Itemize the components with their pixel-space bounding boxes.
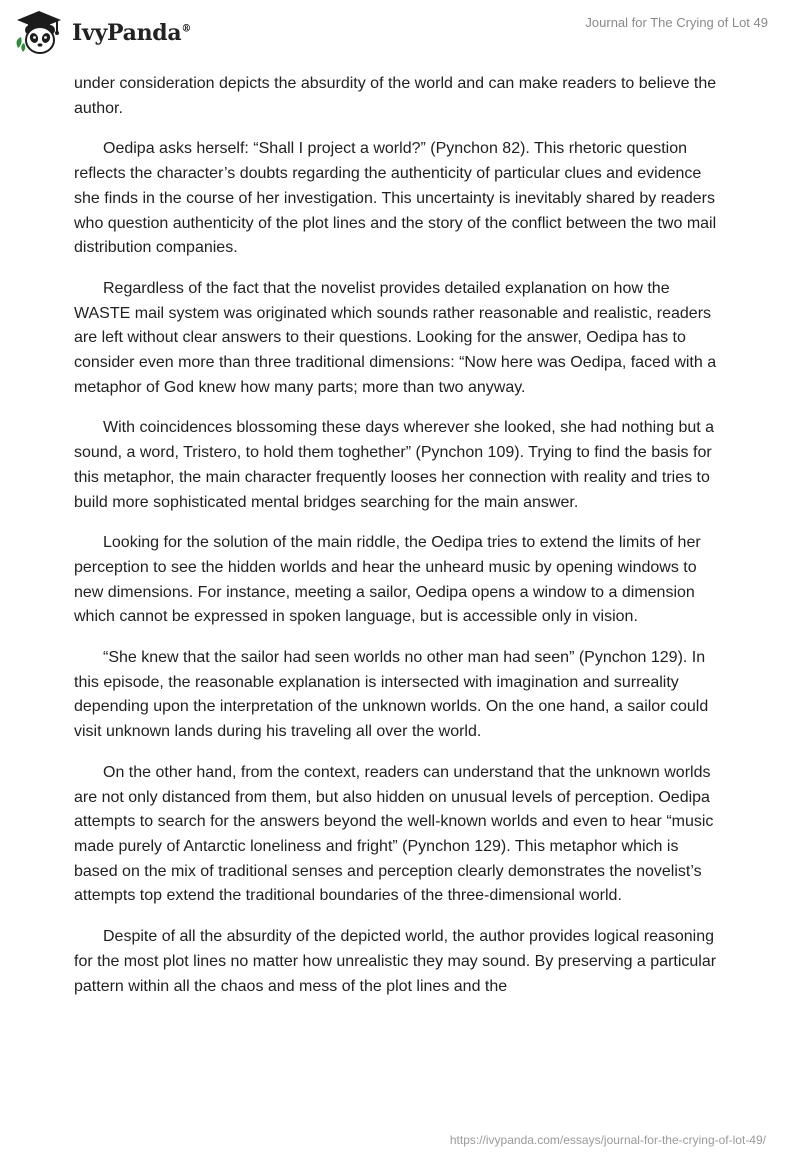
ivypanda-logo[interactable] [14, 10, 191, 56]
paragraph-continuation: under consideration depicts the absurdity of the world and can make readers to believe the author. [74, 75, 717, 117]
source-url-link[interactable]: https://ivypanda.com/essays/journal-for-the-crying-of-lot-49/ [449, 1133, 766, 1147]
paragraph: With coincidences blossoming these days wherever she looked, she had nothing but a sound, a word, Tristero, to hold them toghether” (Pynchon 109). Trying to find the basis for this metaphor, the main character frequently looses her connection with reality and tries to build more sophisticated mental bridges searching for the main answer. [74, 419, 715, 511]
registered-mark: ® [181, 23, 192, 35]
paragraph: Despite of all the absurdity of the depicted world, the author provides logical reasoning for the most plot lines no matter how unrealistic they may sound. By preserving a particular pattern within all the chaos and mess of the plot lines and the [74, 928, 717, 995]
paragraph: Regardless of the fact that the novelist provides detailed explanation on how the WASTE mail system was originated which sounds rather reasonable and realistic, readers are left without clear answers to their questions. Looking for the answer, Oedipa has to consider even more than three traditional dimensions: “Now here was Oedipa, faced with a metaphor of God knew how many parts; more than two anyway. [74, 279, 717, 396]
paragraph: Looking for the solution of the main riddle, the Oedipa tries to extend the limits of her perception to see the hidden worlds and hear the unheard music by opening windows to new dimensions. For instance, meeting a sailor, Oedipa opens a window to a dimension which cannot be expressed in spoken language, but is accessible only in vision. [74, 534, 701, 626]
paragraph: On the other hand, from the context, readers can understand that the unknown worlds are not only distanced from them, but also hidden on unusual levels of perception. Oedipa attempts to search for the answers beyond the well-known worlds and even to hear “music made purely of Antarctic loneliness and fright” (Pynchon 129). This metaphor which is based on the mix of traditional senses and perception clearly demonstrates the novelist’s attempts top extend the traditional boundaries of the three-dimensional world. [74, 763, 714, 905]
page-header [0, 0, 800, 70]
essay-body [74, 72, 726, 1015]
panda-graduate-icon [14, 10, 64, 56]
paragraph: “She knew that the sailor had seen worlds no other man had seen” (Pynchon 129). In this episode, the reasonable explanation is intersected with imagination and surreality depending upon the interpretation of the unknown worlds. On the one hand, a sailor could visit unknown lands during his traveling all over the world. [74, 649, 709, 741]
document-title: Journal for The Crying of Lot 49 [585, 15, 768, 30]
brand-name: IvyPanda® [72, 20, 192, 46]
paragraph: Oedipa asks herself: “Shall I project a world?” (Pynchon 82). This rhetoric question reflects the character’s doubts regarding the authenticity of particular clues and evidence she finds in the course of her investigation. This uncertainty is inevitably shared by readers who question authenticity of the plot lines and the story of the conflict between the two mail distribution companies. [74, 140, 717, 257]
